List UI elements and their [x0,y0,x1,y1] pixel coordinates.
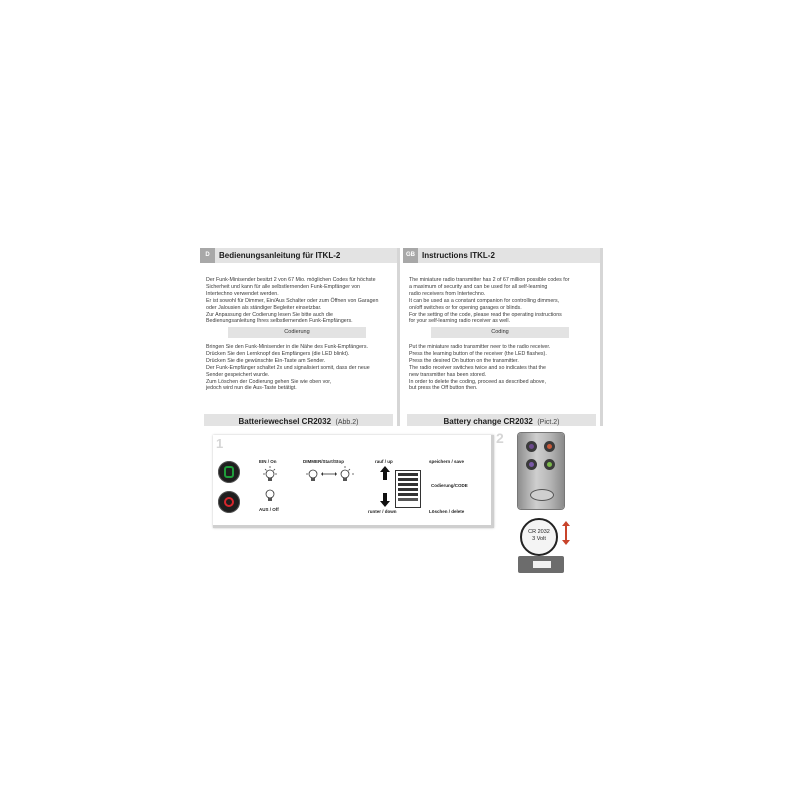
german-badge: D [200,248,215,263]
english-intro-line: It can be used as a constant companion for controlling dimmers, [409,297,560,304]
english-coding-line: Put the miniature radio transmitter neer to the radio receiver. [409,344,551,350]
remote-button [526,441,537,452]
english-coding-line: but press the Off button then. [409,385,478,392]
code-label: Codierung/CODE [431,483,468,488]
off-button-ring [224,497,234,507]
save-label: speichern / save [429,459,465,464]
english-intro [409,277,601,325]
bulb-off-icon [264,488,276,504]
german-intro-line: Sicherheit und kann für alle selbstlernenden Funk-Empfänger von [206,283,360,290]
english-coding-line: In order to delete the coding, proceed as described above, [409,378,546,385]
dimmer-bulbs-icon [305,466,355,484]
english-coding-line: Press the learning button of the receiver (the LED flashes). [409,350,547,357]
english-badge: GB [403,248,418,263]
german-coding-line: Drücken Sie die gewünschte Ein-Taste am Sender. [206,357,326,364]
english-battery-ref: (Pict.2) [537,419,560,426]
on-label: EIN / On [259,459,277,464]
down-label: runter / down [368,509,397,514]
battery-cover-illustration [518,556,564,573]
on-button-ring [224,466,234,478]
english-battery-heading [407,414,596,426]
english-battery-title: Battery change CR2032 [443,417,533,426]
remote-button [544,459,555,470]
button-legend-figure [213,435,494,528]
arrow-down-icon [380,493,390,507]
english-title: Instructions ITKL-2 [422,251,495,260]
off-label: AUS / Off [259,507,279,512]
on-button-illustration [218,461,240,483]
german-battery-heading [204,414,393,426]
german-battery-title: Batteriewechsel CR2032 [238,417,332,426]
english-intro-line: a maximum of security and can be used for all self-learning [409,283,548,290]
english-intro-line: radio receivers from Intertechno. [409,290,486,297]
german-coding-line: Drücken Sie den Lernknopf des Empfängers (die LED blinkt). [206,350,350,357]
figure-2-number: 2 [496,430,504,446]
battery-type: CR 2032 [528,529,550,535]
english-coding-text [409,344,601,392]
delete-label: Löschen / delete [429,509,465,514]
english-intro-line: on/off switches or for opening garages or blinds. [409,304,522,311]
english-coding-line: Press the desired On button on the transmitter. [409,357,519,364]
german-intro-line: Intertechno verwendet werden. [206,290,279,297]
german-coding-text [206,344,398,392]
figure-1-number: 1 [216,436,224,451]
blinds-icon [395,470,421,508]
german-coding-line: Sender gespeichert wurde. [206,371,270,378]
german-intro-line: oder Jalousien als ständiger Begleiter einsetzbar. [206,304,322,311]
off-button-illustration [218,491,240,513]
german-coding-line: Bringen Sie den Funk-Minisender in die Nähe des Funk-Empfängers. [206,344,368,350]
battery-voltage: 3 Volt [532,535,546,542]
dimmer-label: DIMMER/Start/Stop [303,459,344,464]
german-coding-line: jedoch wird nun die Aus-Taste betätigt. [206,385,297,392]
german-header [200,248,397,263]
arrow-up-icon [380,466,390,480]
english-coding-heading: Coding [431,327,569,338]
german-intro-line: Zur Anpassung der Codierung lesen Sie bitte auch die [206,311,333,318]
bulb-on-icon [262,466,278,484]
remote-button [526,459,537,470]
german-intro-line: Bedienungsanleitung Ihres selbstlernenden Funk-Empfängers. [206,318,353,325]
german-instructions [200,248,400,426]
english-coding-line: new transmitter has been stored. [409,371,487,378]
english-intro-line: for your self-learning radio receiver as well. [409,318,510,325]
german-title: Bedienungsanleitung für ITKL-2 [219,251,341,260]
english-intro-line: The miniature radio transmitter has 2 of 67 million possible codes for [409,277,570,283]
double-arrow-icon [561,521,571,545]
german-battery-ref: (Abb.2) [335,419,359,426]
german-intro-line: Er ist sowohl für Dimmer, Ein/Aus Schalter oder zum Öffnen von Garagen [206,297,379,304]
english-header [403,248,600,263]
coin-battery-illustration [520,518,558,556]
german-coding-heading: Codierung [228,327,366,338]
english-intro-line: For the setting of the code, please read the operating instructions [409,311,562,318]
remote-screw [530,489,554,501]
up-label: rauf / up [375,459,393,464]
german-intro-line: Der Funk-Minisender besitzt 2 von 67 Mio. möglichen Codes für höchste [206,277,376,283]
german-intro [206,277,398,325]
german-coding-line: Zum Löschen der Codierung gehen Sie wie oben vor, [206,378,332,385]
german-coding-line: Der Funk-Empfänger schaltet 2x und signalisiert somit, dass der neue [206,364,370,371]
english-instructions [403,248,603,426]
english-coding-line: The radio receiver switches twice and so indicates that the [409,364,546,371]
remote-transmitter-illustration [518,433,564,509]
